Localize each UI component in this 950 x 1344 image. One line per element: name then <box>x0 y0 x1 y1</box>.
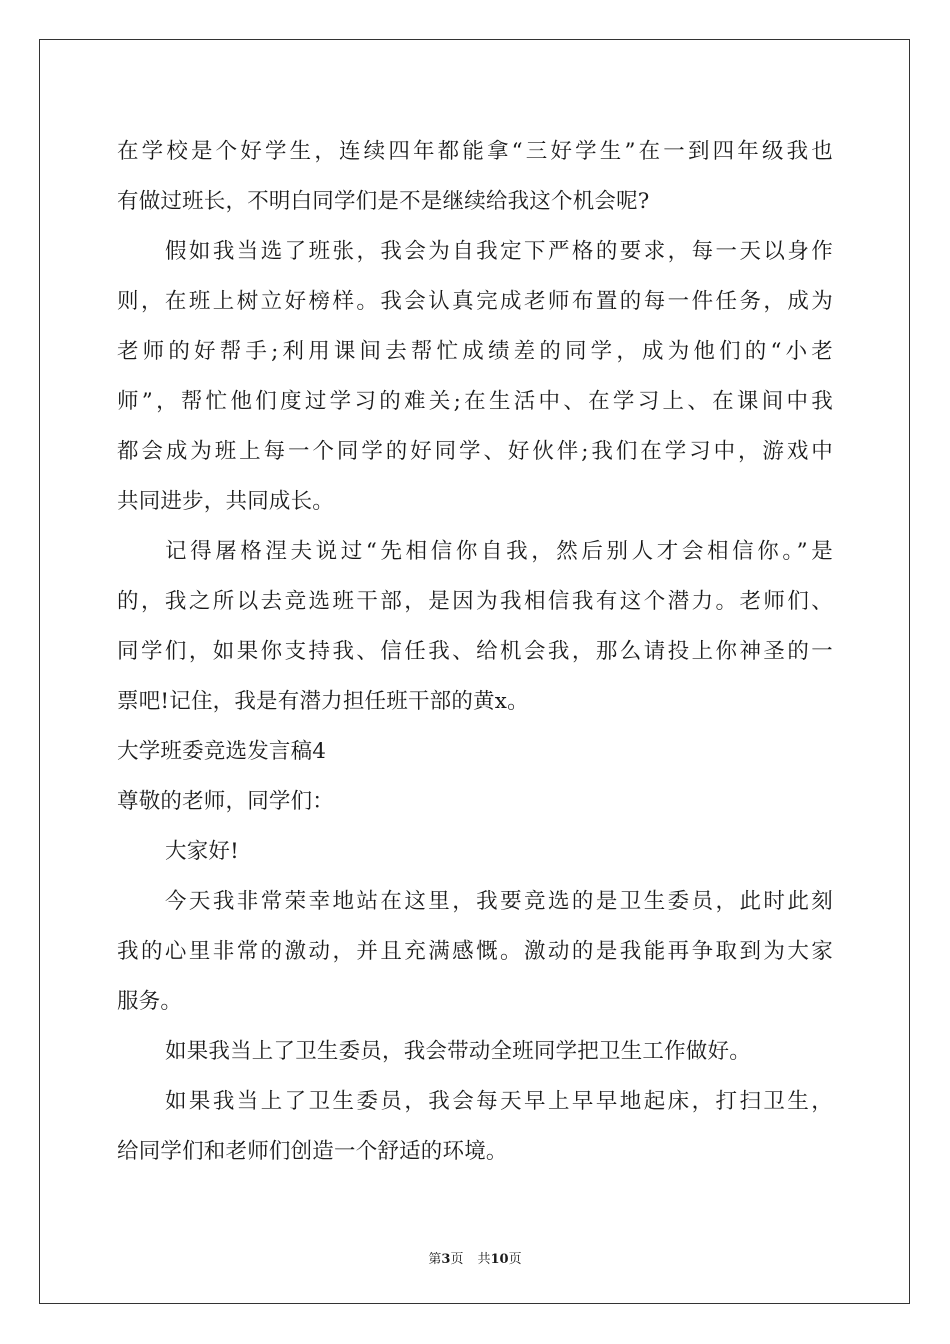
paragraph-line: 则，在班上树立好榜样。我会认真完成老师布置的每一件任务，成为 <box>117 289 833 314</box>
page-footer <box>0 1248 950 1267</box>
paragraph-line: 记得屠格涅夫说过“先相信你自我，然后别人才会相信你。”是 <box>165 539 833 564</box>
paragraph-line: 同学们，如果你支持我、信任我、给机会我，那么请投上你神圣的一 <box>117 639 833 664</box>
paragraph-line: 我的心里非常的激动，并且充满感慨。激动的是我能再争取到为大家 <box>117 939 833 964</box>
salutation: 尊敬的老师，同学们： <box>117 789 335 814</box>
section-heading: 大学班委竞选发言稿4 <box>117 739 327 764</box>
total-pages-suffix: 页 <box>508 1252 522 1267</box>
total-pages-count: 10 <box>490 1252 509 1267</box>
paragraph-line: 今天我非常荣幸地站在这里，我要竞选的是卫生委员，此时此刻 <box>165 889 833 914</box>
paragraph-line: 如果我当上了卫生委员，我会每天早上早早地起床，打扫卫生， <box>165 1089 833 1114</box>
paragraph-line: 如果我当上了卫生委员，我会带动全班同学把卫生工作做好。 <box>165 1039 751 1064</box>
total-pages-prefix: 共 <box>477 1252 491 1267</box>
paragraph-line: 假如我当选了班张，我会为自我定下严格的要求，每一天以身作 <box>165 239 833 264</box>
document-body <box>117 127 833 1177</box>
paragraph-line: 有做过班长，不明白同学们是不是继续给我这个机会呢? <box>117 189 650 214</box>
page-number-suffix: 页 <box>450 1252 464 1267</box>
paragraph-line: 老师的好帮手;利用课间去帮忙成绩差的同学，成为他们的“小老 <box>117 339 833 364</box>
paragraph-line: 共同进步，共同成长。 <box>117 489 335 514</box>
page-number-prefix: 第 <box>428 1252 442 1267</box>
paragraph-line: 都会成为班上每一个同学的好同学、好伙伴;我们在学习中，游戏中 <box>117 439 833 464</box>
paragraph-line: 服务。 <box>117 989 183 1014</box>
greeting: 大家好! <box>165 839 239 864</box>
paragraph-line: 在学校是个好学生，连续四年都能拿“三好学生”在一到四年级我也 <box>117 139 833 164</box>
paragraph-line: 票吧!记住，我是有潜力担任班干部的黄x。 <box>117 689 529 714</box>
page-number-current: 3 <box>441 1252 451 1267</box>
paragraph-line: 的，我之所以去竞选班干部，是因为我相信我有这个潜力。老师们、 <box>117 589 833 614</box>
paragraph-line: 给同学们和老师们创造一个舒适的环境。 <box>117 1139 508 1164</box>
paragraph-line: 师”，帮忙他们度过学习的难关;在生活中、在学习上、在课间中我 <box>117 389 833 414</box>
